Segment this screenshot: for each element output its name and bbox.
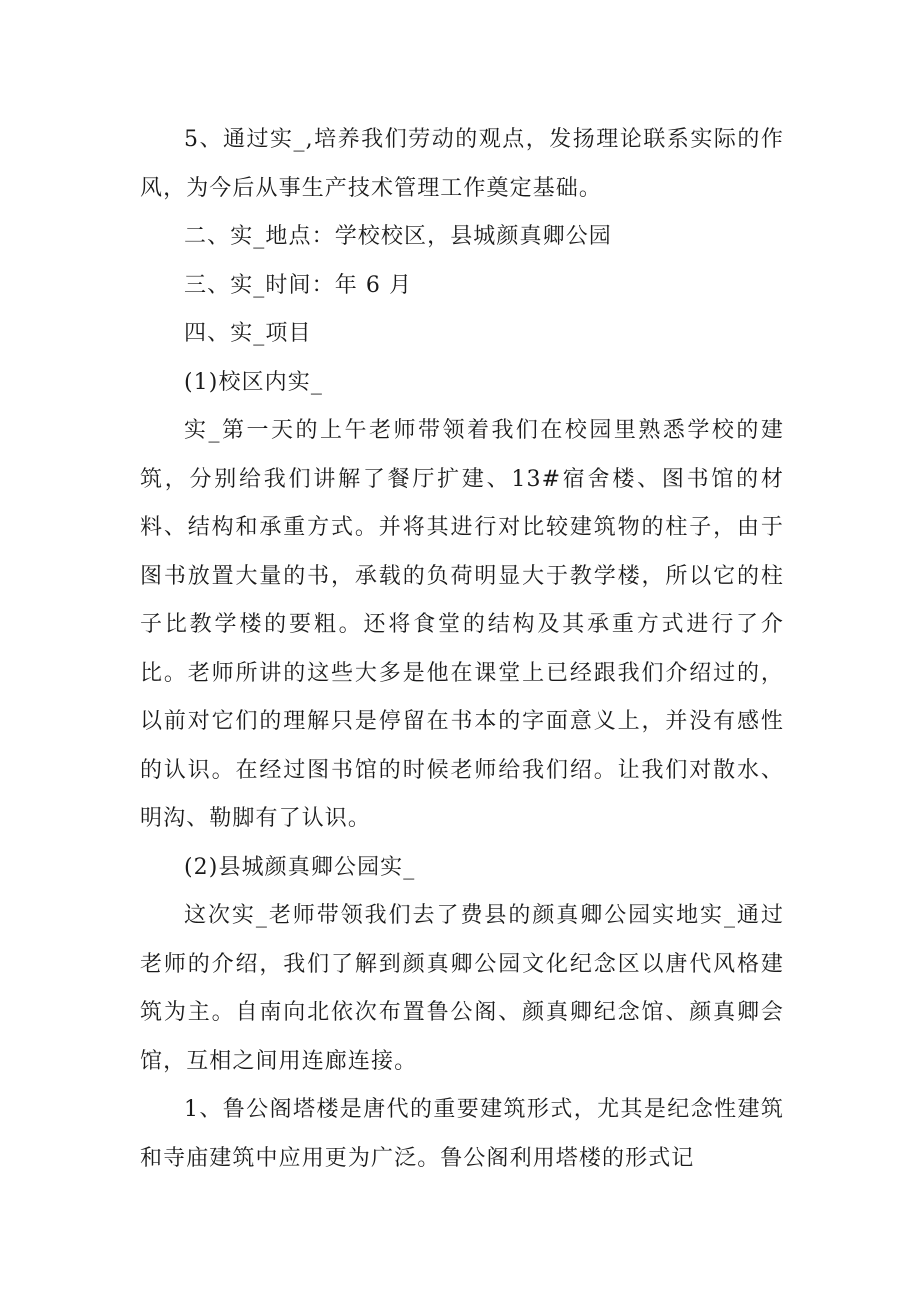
document-body [140, 116, 784, 1183]
paragraph-location: 二、实_地点：学校校区，县城颜真卿公园 [184, 224, 612, 249]
paragraph-projects-heading: 四、实_项目 [184, 321, 312, 346]
paragraph-park-body: 这次实_老师带领我们去了费县的颜真卿公园实地实_通过老师的介绍，我们了解到颜真卿公园文化纪念区以唐代风格建筑为主。自南向北依次布置鲁公阁、颜真卿纪念馆、颜真卿会馆，互相之间用连廊连接。 [140, 903, 784, 1074]
paragraph-goal-5: 5、通过实_,培养我们劳动的观点，发扬理论联系实际的作风，为今后从事生产技术管理工作奠定基础。 [140, 127, 784, 201]
paragraph-time: 三、实_时间：年 6 月 [184, 272, 413, 298]
paragraph-lugong-pavilion: 1、鲁公阁塔楼是唐代的重要建筑形式，尤其是纪念性建筑和寺庙建筑中应用更为广泛。鲁公阁利用塔楼的形式记 [140, 1097, 784, 1171]
paragraph-campus-heading: (1)校区内实_ [184, 369, 323, 395]
paragraph-campus-body: 实_第一天的上午老师带领着我们在校园里熟悉学校的建筑，分别给我们讲解了餐厅扩建、13#宿舍楼、图书馆的材料、结构和承重方式。并将其进行对比较建筑物的柱子，由于图书放置大量的书，承载的负荷明显大于教学楼，所以它的柱子比教学楼的要粗。还将食堂的结构及其承重方式进行了介比。老师所讲的这些大多是他在课堂上已经跟我们介绍过的，以前对它们的理解只是停留在书本的字面意义上，并没有感性的认识。在经过图书馆的时候老师给我们绍。让我们对散水、明沟、勒脚有了认识。 [140, 418, 784, 831]
paragraph-park-heading: (2)县城颜真卿公园实_ [184, 854, 416, 880]
